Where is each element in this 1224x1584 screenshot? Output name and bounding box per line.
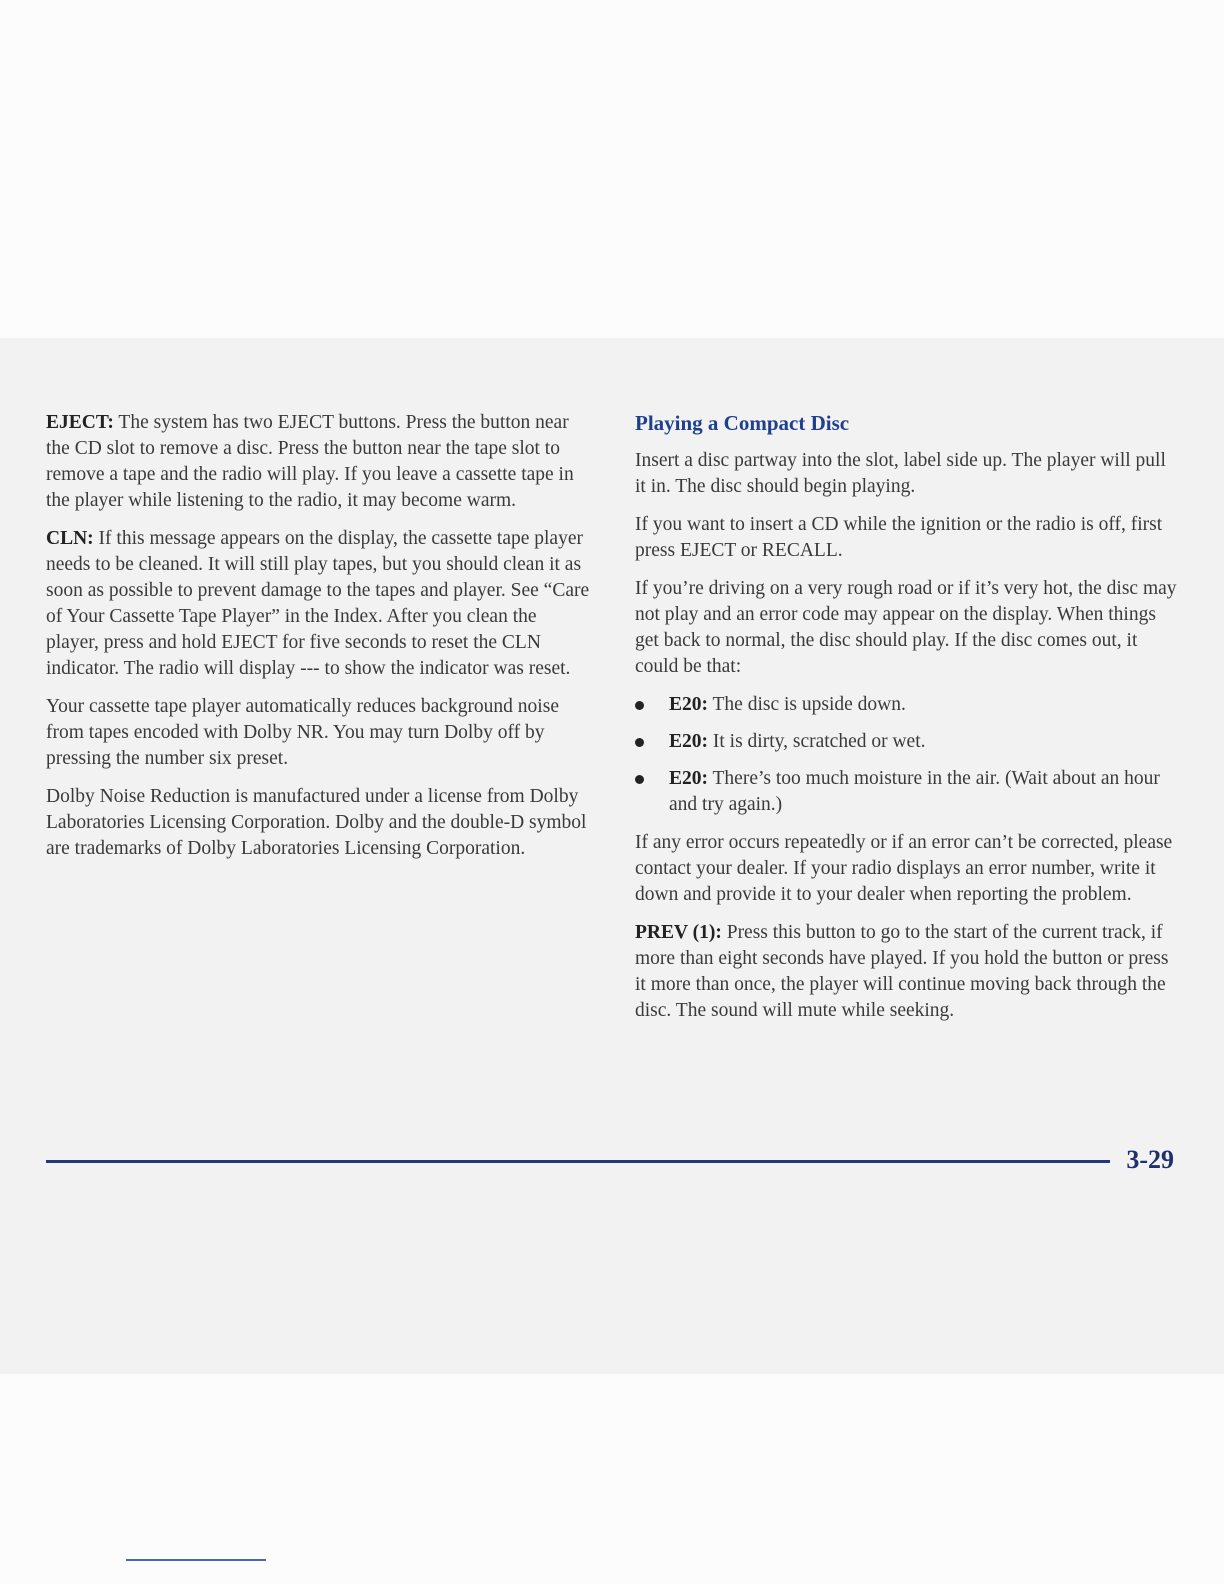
insert-disc-paragraph: Insert a disc partway into the slot, label side up. The player will pull it in. The disc should begin playing. (635, 450, 1166, 497)
error-text: The disc is upside down. (708, 694, 906, 715)
eject-text: The system has two EJECT buttons. Press the button near the CD slot to remove a disc. Press the button near the tape slot to remove a tape and the radio will play. If you leave a cassette tape in the player while listening to the radio, it may become warm. (46, 412, 574, 511)
cln-label: CLN: (46, 528, 94, 549)
eject-paragraph (46, 410, 594, 514)
section-heading: Playing a Compact Disc (635, 411, 850, 435)
prev-label: PREV (1): (635, 922, 722, 943)
cln-text: If this message appears on the display, the cassette tape player needs to be cleaned. It will still play tapes, but you should clean it as soon as possible to prevent damage to the tapes and player. See “Care of Your Cassette Tape Player” in the Index. After you clean the player, press and hold EJECT for five seconds to reset the CLN indicator. The radio will display --- to show the indicator was reset. (46, 528, 590, 679)
prev-text: Press this button to go to the start of the current track, if more than eight seconds have played. If you hold the button or press it more than once, the player will continue moving back through the disc. The sound will mute while seeking. (635, 922, 1169, 1021)
error-code: E20: (669, 731, 708, 752)
list-item (635, 766, 1180, 818)
bullet-icon (635, 701, 644, 710)
page-number: 3-29 (1126, 1145, 1174, 1174)
error-code: E20: (669, 694, 708, 715)
rough-road-paragraph: If you’re driving on a very rough road or if it’s very hot, the disc may not play and an error code may appear on the display. When things get back to normal, the disc should play. If the disc comes out, it could be that: (635, 578, 1177, 677)
repeated-error-paragraph: If any error occurs repeatedly or if an error can’t be corrected, please contact your dealer. If your radio displays an error number, write it down and provide it to your dealer when reporting the problem. (635, 832, 1173, 905)
eject-label: EJECT: (46, 412, 114, 433)
bullet-icon (635, 775, 644, 784)
cln-paragraph (46, 526, 594, 682)
prev-paragraph (635, 920, 1180, 1024)
ignition-off-paragraph: If you want to insert a CD while the ignition or the radio is off, first press EJECT or RECALL. (635, 514, 1163, 561)
list-item (635, 729, 1180, 755)
error-list (635, 692, 1180, 818)
error-code: E20: (669, 768, 708, 789)
left-column (46, 410, 594, 874)
bottom-link-line (126, 1559, 266, 1561)
right-column (635, 410, 1180, 1036)
error-text: There’s too much moisture in the air. (Wait about an hour and try again.) (669, 768, 1160, 815)
list-item (635, 692, 1180, 718)
error-text: It is dirty, scratched or wet. (708, 731, 926, 752)
dolby-license-paragraph: Dolby Noise Reduction is manufactured under a license from Dolby Laboratories Licensing Corporation. Dolby and the double-D symbol are trademarks of Dolby Laboratories Licensing Corporation. (46, 786, 587, 859)
bullet-icon (635, 738, 644, 747)
footer-rule (46, 1160, 1110, 1163)
dolby-paragraph: Your cassette tape player automatically reduces background noise from tapes encoded with Dolby NR. You may turn Dolby off by pressing the number six preset. (46, 696, 559, 769)
